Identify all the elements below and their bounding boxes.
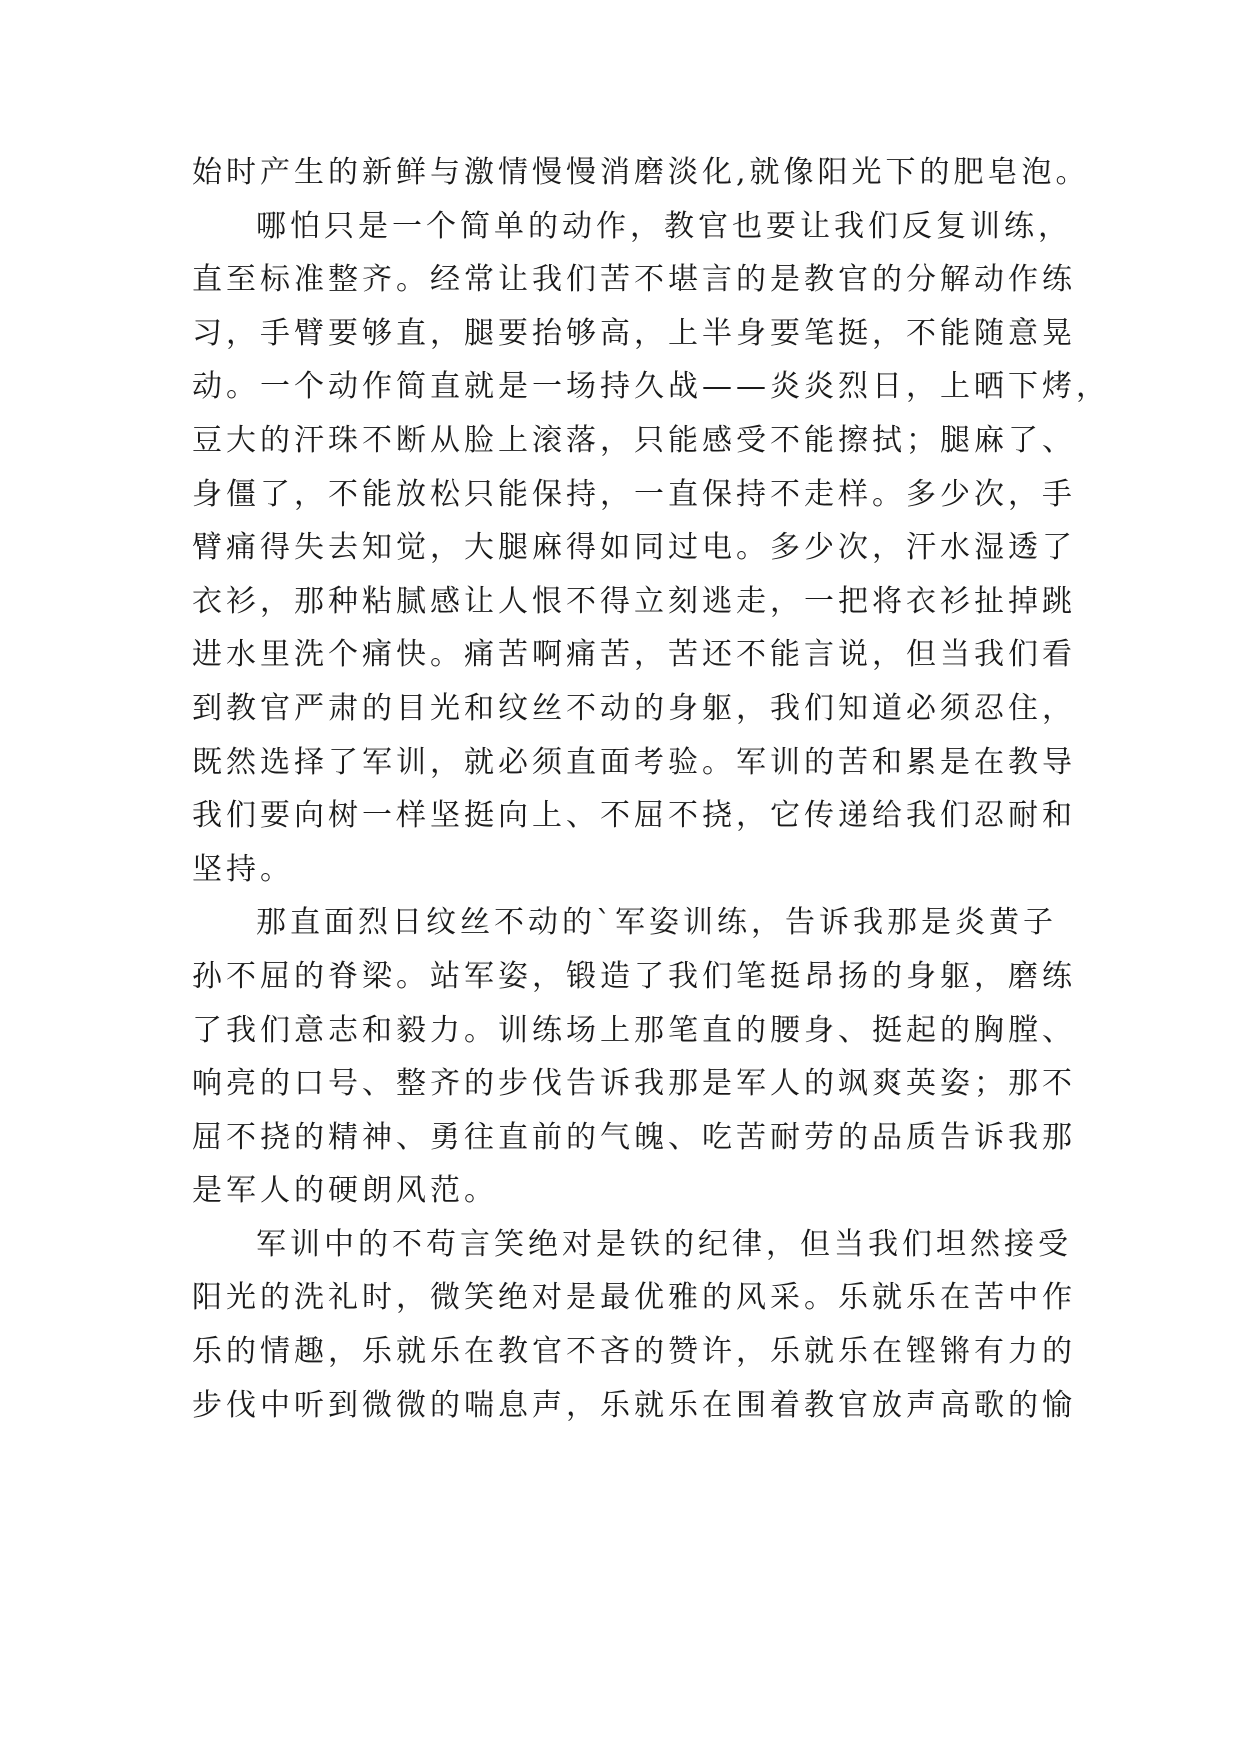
text-line: 乐的情趣，乐就乐在教官不吝的赞许，乐就乐在铿锵有力的 bbox=[192, 1334, 1076, 1370]
text-line: 始时产生的新鲜与激情慢慢消磨淡化,就像阳光下的肥皂泡。 bbox=[192, 155, 1090, 190]
text-line: 孙不屈的脊梁。站军姿，锻造了我们笔挺昂扬的身躯，磨练 bbox=[192, 958, 1076, 994]
text-line: 屈不挠的精神、勇往直前的气魄、吃苦耐劳的品质告诉我那 bbox=[192, 1119, 1076, 1155]
text-line: 衣衫，那种粘腻感让人恨不得立刻逃走，一把将衣衫扯掉跳 bbox=[192, 583, 1076, 619]
text-line: 坚持。 bbox=[192, 851, 294, 887]
text-line: 步伐中听到微微的喘息声，乐就乐在围着教官放声高歌的愉 bbox=[192, 1387, 1076, 1423]
text-line: 了我们意志和毅力。训练场上那笔直的腰身、挺起的胸膛、 bbox=[192, 1012, 1076, 1048]
text-line: 直至标准整齐。经常让我们苦不堪言的是教官的分解动作练 bbox=[192, 262, 1076, 298]
text-line: 臂痛得失去知觉，大腿麻得如同过电。多少次，汗水湿透了 bbox=[192, 530, 1076, 566]
paragraph-first-line: 军训中的不苟言笑绝对是铁的纪律，但当我们坦然接受 bbox=[256, 1226, 1072, 1262]
body-text bbox=[192, 152, 1110, 1438]
text-line: 习，手臂要够直，腿要抬够高，上半身要笔挺，不能随意晃 bbox=[192, 315, 1076, 351]
text-line: 响亮的口号、整齐的步伐告诉我那是军人的飒爽英姿；那不 bbox=[192, 1066, 1076, 1102]
text-line: 阳光的洗礼时，微笑绝对是最优雅的风采。乐就乐在苦中作 bbox=[192, 1280, 1076, 1316]
text-line: 到教官严肃的目光和纹丝不动的身躯，我们知道必须忍住， bbox=[192, 690, 1076, 726]
text-line: 身僵了，不能放松只能保持，一直保持不走样。多少次，手 bbox=[192, 476, 1076, 512]
paragraph-first-line: 那直面烈日纹丝不动的`军姿训练，告诉我那是炎黄子 bbox=[256, 905, 1057, 941]
text-line: 豆大的汗珠不断从脸上滚落，只能感受不能擦拭；腿麻了、 bbox=[192, 422, 1076, 458]
text-line: 我们要向树一样坚挺向上、不屈不挠，它传递给我们忍耐和 bbox=[192, 798, 1076, 834]
text-line: 既然选择了军训，就必须直面考验。军训的苦和累是在教导 bbox=[192, 744, 1076, 780]
paragraph-first-line: 哪怕只是一个简单的动作，教官也要让我们反复训练， bbox=[256, 208, 1072, 244]
text-line: 是军人的硬朗风范。 bbox=[192, 1173, 498, 1209]
text-line: 动。一个动作简直就是一场持久战——炎炎烈日，上晒下烤， bbox=[192, 369, 1110, 405]
text-line: 进水里洗个痛快。痛苦啊痛苦，苦还不能言说，但当我们看 bbox=[192, 637, 1076, 673]
